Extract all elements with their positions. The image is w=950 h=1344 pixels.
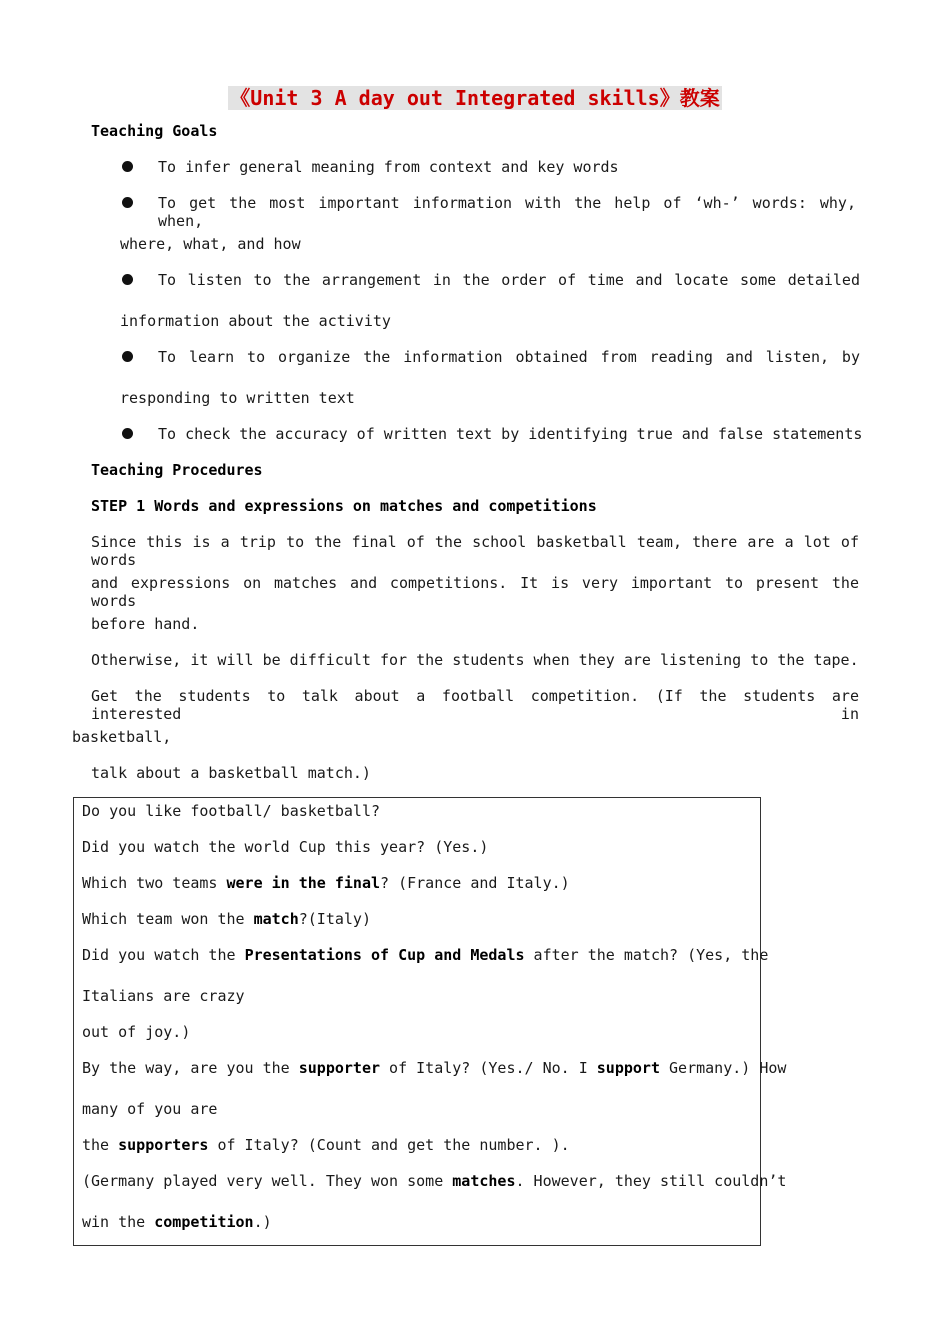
paragraph-line: and expressions on matches and competitions. It is very important to present the words [91,574,859,610]
dialogue-text: Which team won the [82,910,254,928]
dialogue-text: out of joy.) [82,1023,191,1041]
dialogue-text: Which two teams [82,874,227,892]
dialogue-text: .) [253,1213,272,1231]
dialogue-text: . However, they still couldn’t [515,1172,787,1190]
dialogue-text: Do you like football/ basketball? [82,802,381,820]
dialogue-box [73,797,787,1246]
dialogue-text: Did you watch the [82,946,245,964]
key-term: match [253,910,299,928]
paragraph-line: Otherwise, it will be difficult for the students when they are listening to the tape. [91,651,859,669]
paragraph-line: basketball, [72,728,172,746]
bullet-icon [122,351,133,362]
dialogue-text: ? (France and Italy.) [380,874,570,892]
dialogue-text: of Italy? (Count and get the number. ). [208,1136,570,1154]
goal-item-continuation: information about the activity [120,312,391,330]
dialogue-text: ?(Italy) [298,910,371,928]
dialogue-line [82,1059,787,1077]
dialogue-text: Italians are crazy [82,987,245,1005]
key-term: were in the final [226,874,381,892]
dialogue-line [82,946,769,964]
dialogue-text: Germany.) How [660,1059,787,1077]
goal-item: To listen to the arrangement in the order of time and locate some detailed [158,271,860,289]
dialogue-text: after the match? (Yes, the [524,946,769,964]
key-term: Presentations of Cup and Medals [244,946,525,964]
dialogue-line [82,838,488,856]
teaching-goals-heading: Teaching Goals [91,122,218,140]
dialogue-text: Did you watch the world Cup this year? (Yes.) [82,838,489,856]
dialogue-text: win the [82,1213,155,1231]
paragraph-line: Get the students to talk about a football competition. (If the students are interested in [91,687,859,723]
paragraph-line: Since this is a trip to the final of the school basketball team, there are a lot of words [91,533,859,569]
bullet-icon [122,161,133,172]
document-title: 《Unit 3 A day out Integrated skills》教案 [230,86,720,110]
goal-item-continuation: responding to written text [120,389,355,407]
key-term: supporter [298,1059,381,1077]
paragraph-line: talk about a basketball match.) [91,764,371,782]
dialogue-line [82,1172,787,1190]
paragraph-line: before hand. [91,615,200,633]
dialogue-line [82,910,371,928]
dialogue-line [82,1136,570,1154]
key-term: support [596,1059,660,1077]
bullet-icon [122,197,133,208]
key-term: matches [452,1172,516,1190]
dialogue-line [82,802,380,820]
dialogue-text: By the way, are you the [82,1059,299,1077]
dialogue-line [82,874,570,892]
goal-item-continuation: where, what, and how [120,235,301,253]
bullet-icon [122,274,133,285]
step-heading: STEP 1 Words and expressions on matches and competitions [91,497,597,515]
key-term: supporters [118,1136,209,1154]
dialogue-text: (Germany played very well. They won some [82,1172,453,1190]
dialogue-text: of Italy? (Yes./ No. I [380,1059,597,1077]
goal-item: To get the most important information with the help of ‘wh-’ words: why, when, [158,194,856,230]
bullet-icon [122,428,133,439]
dialogue-text: the [82,1136,119,1154]
dialogue-line [82,1100,217,1118]
key-term: competition [154,1213,254,1231]
goal-item: To learn to organize the information obtained from reading and listen, by [158,348,860,366]
dialogue-line [82,1023,190,1041]
teaching-procedures-heading: Teaching Procedures [91,461,263,479]
goal-item: To infer general meaning from context and key words [158,158,619,176]
dialogue-text: many of you are [82,1100,218,1118]
dialogue-line [82,987,245,1005]
dialogue-line [82,1213,272,1231]
goal-item: To check the accuracy of written text by identifying true and false statements [158,425,863,443]
